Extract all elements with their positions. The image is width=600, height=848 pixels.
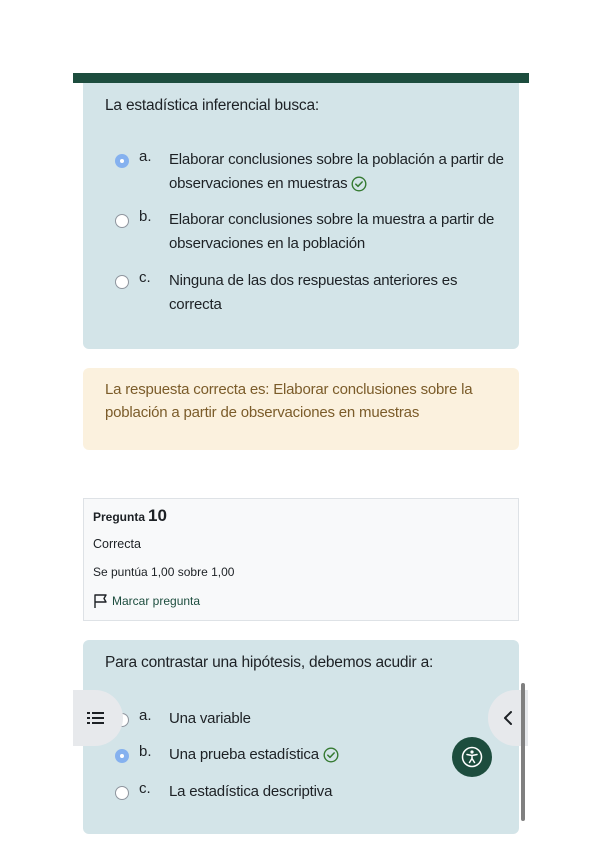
answer-option-c[interactable] bbox=[115, 269, 510, 317]
option-text: Elaborar conclusiones sobre la población a partir de observaciones en muestras bbox=[169, 151, 504, 193]
right-answer-feedback: La respuesta correcta es: Elaborar conclusiones sobre la población a partir de observaciones en muestras bbox=[83, 368, 519, 450]
answer-option-c[interactable] bbox=[115, 780, 510, 828]
option-text: Ninguna de las dos respuestas anteriores es correcta bbox=[169, 272, 458, 314]
option-letter: c. bbox=[139, 269, 151, 286]
option-text: Una prueba estadística bbox=[169, 746, 319, 764]
flag-icon bbox=[93, 593, 109, 609]
answer-option-a[interactable] bbox=[115, 148, 510, 196]
radio-b[interactable] bbox=[115, 749, 129, 763]
flag-question-link[interactable]: Marcar pregunta bbox=[93, 593, 200, 609]
option-letter: a. bbox=[139, 148, 152, 165]
check-circle-icon bbox=[323, 747, 339, 763]
radio-a[interactable] bbox=[115, 154, 129, 168]
question-10-content bbox=[83, 640, 519, 834]
option-text: Elaborar conclusiones sobre la muestra a partir de observaciones en la población bbox=[169, 211, 495, 253]
option-letter: a. bbox=[139, 707, 152, 724]
check-circle-icon bbox=[351, 176, 367, 192]
option-letter: c. bbox=[139, 780, 151, 797]
question-text: Para contrastar una hipótesis, debemos acudir a: bbox=[105, 654, 434, 671]
list-icon bbox=[87, 710, 105, 726]
scrollbar[interactable] bbox=[521, 683, 525, 821]
accessibility-icon bbox=[461, 746, 483, 768]
chevron-left-icon bbox=[502, 710, 514, 726]
option-letter: b. bbox=[139, 208, 152, 225]
question-10-info bbox=[83, 498, 519, 621]
radio-c[interactable] bbox=[115, 275, 129, 289]
option-letter: b. bbox=[139, 743, 152, 760]
question-state: Correcta bbox=[93, 537, 141, 551]
question-9-content bbox=[83, 83, 519, 349]
accessibility-button[interactable] bbox=[452, 737, 492, 777]
option-text: Una variable bbox=[169, 710, 251, 728]
option-text: La estadística descriptiva bbox=[169, 783, 333, 801]
question-number: Pregunta 10 bbox=[93, 506, 167, 525]
question-text: La estadística inferencial busca: bbox=[105, 97, 319, 114]
header-bar bbox=[73, 73, 529, 83]
radio-c[interactable] bbox=[115, 786, 129, 800]
question-grade: Se puntúa 1,00 sobre 1,00 bbox=[93, 565, 235, 579]
answer-option-b[interactable] bbox=[115, 208, 510, 256]
radio-b[interactable] bbox=[115, 214, 129, 228]
